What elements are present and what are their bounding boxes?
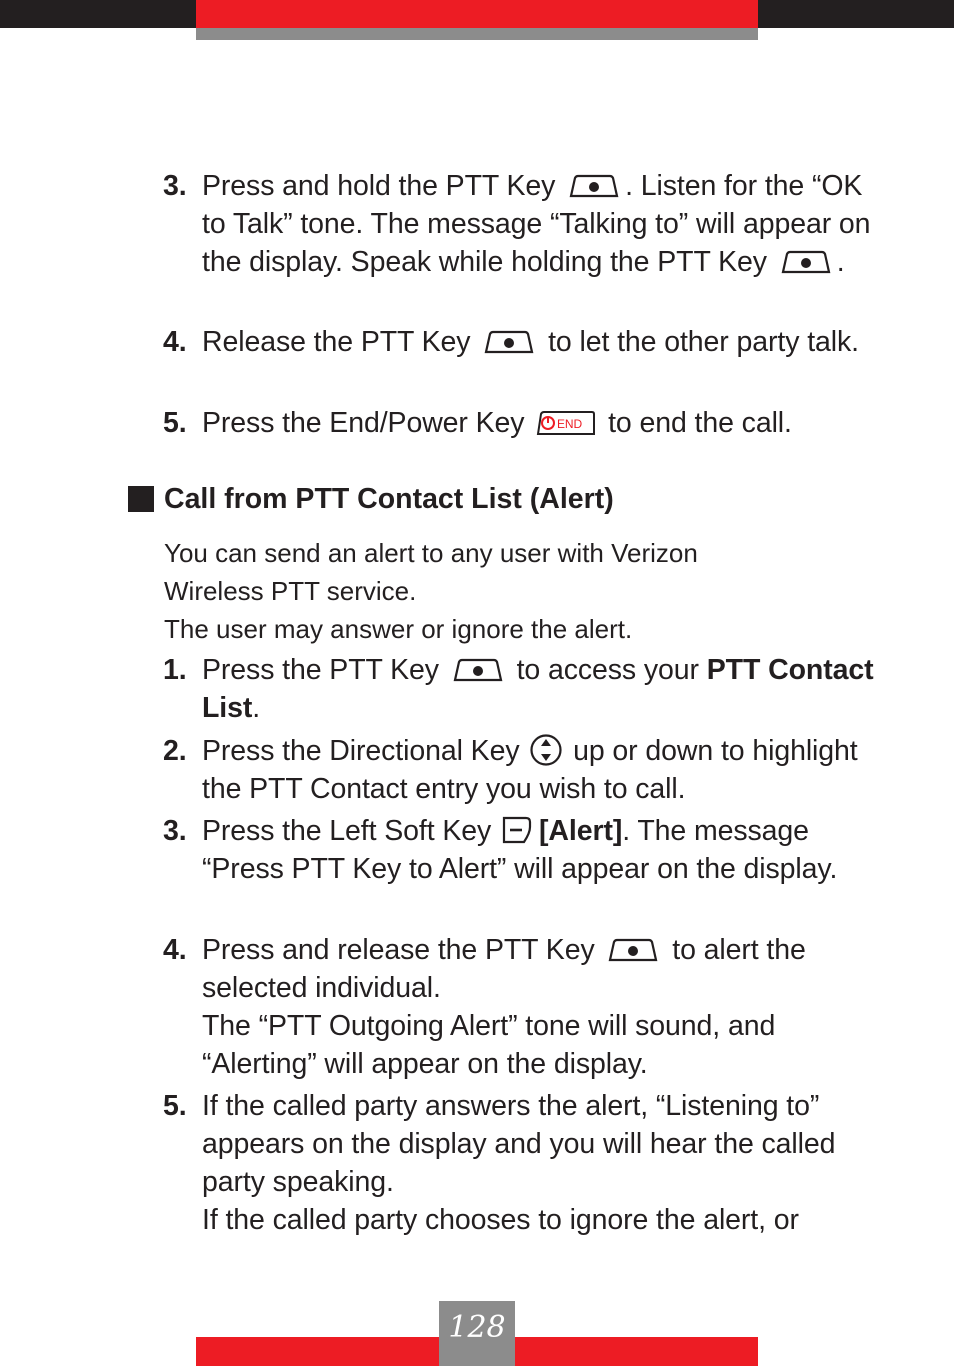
step-bold-text: PTT Contact List xyxy=(202,654,874,724)
header-band-red xyxy=(196,0,758,28)
step-number: 5. xyxy=(163,407,187,439)
left-soft-key-icon xyxy=(501,815,535,845)
step-number: 3. xyxy=(163,815,187,847)
header-band-grey xyxy=(196,28,758,40)
section-heading-text: Call from PTT Contact List (Alert) xyxy=(164,483,614,515)
ptt-key-icon xyxy=(449,658,507,682)
step-subtext: The “PTT Outgoing Alert” tone will sound, and “Alerting” will appear on the display. xyxy=(202,1010,776,1080)
step-text: Press and release the PTT Key xyxy=(202,934,603,966)
step-text: Press the Left Soft Key xyxy=(202,815,500,847)
step-text: Release the PTT Key xyxy=(202,326,479,358)
ptt-key-icon xyxy=(480,330,538,354)
end-key-label: END xyxy=(557,417,583,431)
step-text: up or down to highlight the PTT Contact entry you wish to call. xyxy=(202,735,858,805)
step-bold-text: [Alert] xyxy=(539,815,623,847)
step-text: . The message “Press PTT Key to Alert” will appear on the display. xyxy=(202,815,838,885)
step-text: to alert the selected individual. xyxy=(202,934,806,1004)
ptt-key-icon xyxy=(604,938,662,962)
step-number: 5. xyxy=(163,1090,187,1122)
step-text: to let the other party talk. xyxy=(540,326,859,358)
step-text: . xyxy=(836,246,845,278)
step-text: Press and hold the PTT Key xyxy=(202,170,564,202)
step-text: . Listen for the “OK to Talk” tone. The message “Talking to” will appear on the display. Speak while holding the PTT Key xyxy=(202,170,871,278)
header-band-right xyxy=(758,0,954,28)
directional-key-icon xyxy=(529,733,563,767)
step-text: to access your xyxy=(508,654,707,686)
step-text: to end the call. xyxy=(600,407,792,439)
step-number: 1. xyxy=(163,654,187,686)
step-subtext: If the called party chooses to ignore the alert, or xyxy=(202,1204,799,1236)
page-number-box xyxy=(439,1301,515,1366)
step-text: Press the End/Power Key xyxy=(202,407,533,439)
step-text: Press the PTT Key xyxy=(202,654,447,686)
end-power-key-icon xyxy=(534,410,598,436)
step-number: 4. xyxy=(163,326,187,358)
step-number: 3. xyxy=(163,170,187,202)
step-text: . xyxy=(252,692,261,724)
ptt-key-icon xyxy=(565,174,623,198)
step-number: 4. xyxy=(163,934,187,966)
section-note: The user may answer or ignore the alert. xyxy=(164,614,633,644)
header-band-left xyxy=(0,0,196,28)
step-text: Press the Directional Key xyxy=(202,735,528,767)
ptt-key-icon xyxy=(777,250,835,274)
section-heading xyxy=(128,480,614,518)
section-intro: You can send an alert to any user with Verizon Wireless PTT service. xyxy=(164,538,698,606)
step-number: 2. xyxy=(163,735,187,767)
square-bullet-icon xyxy=(128,486,154,512)
page-number: 128 xyxy=(448,1310,506,1345)
step-text: If the called party answers the alert, “Listening to” appears on the display and you will hear the called party speaking. xyxy=(202,1090,836,1198)
